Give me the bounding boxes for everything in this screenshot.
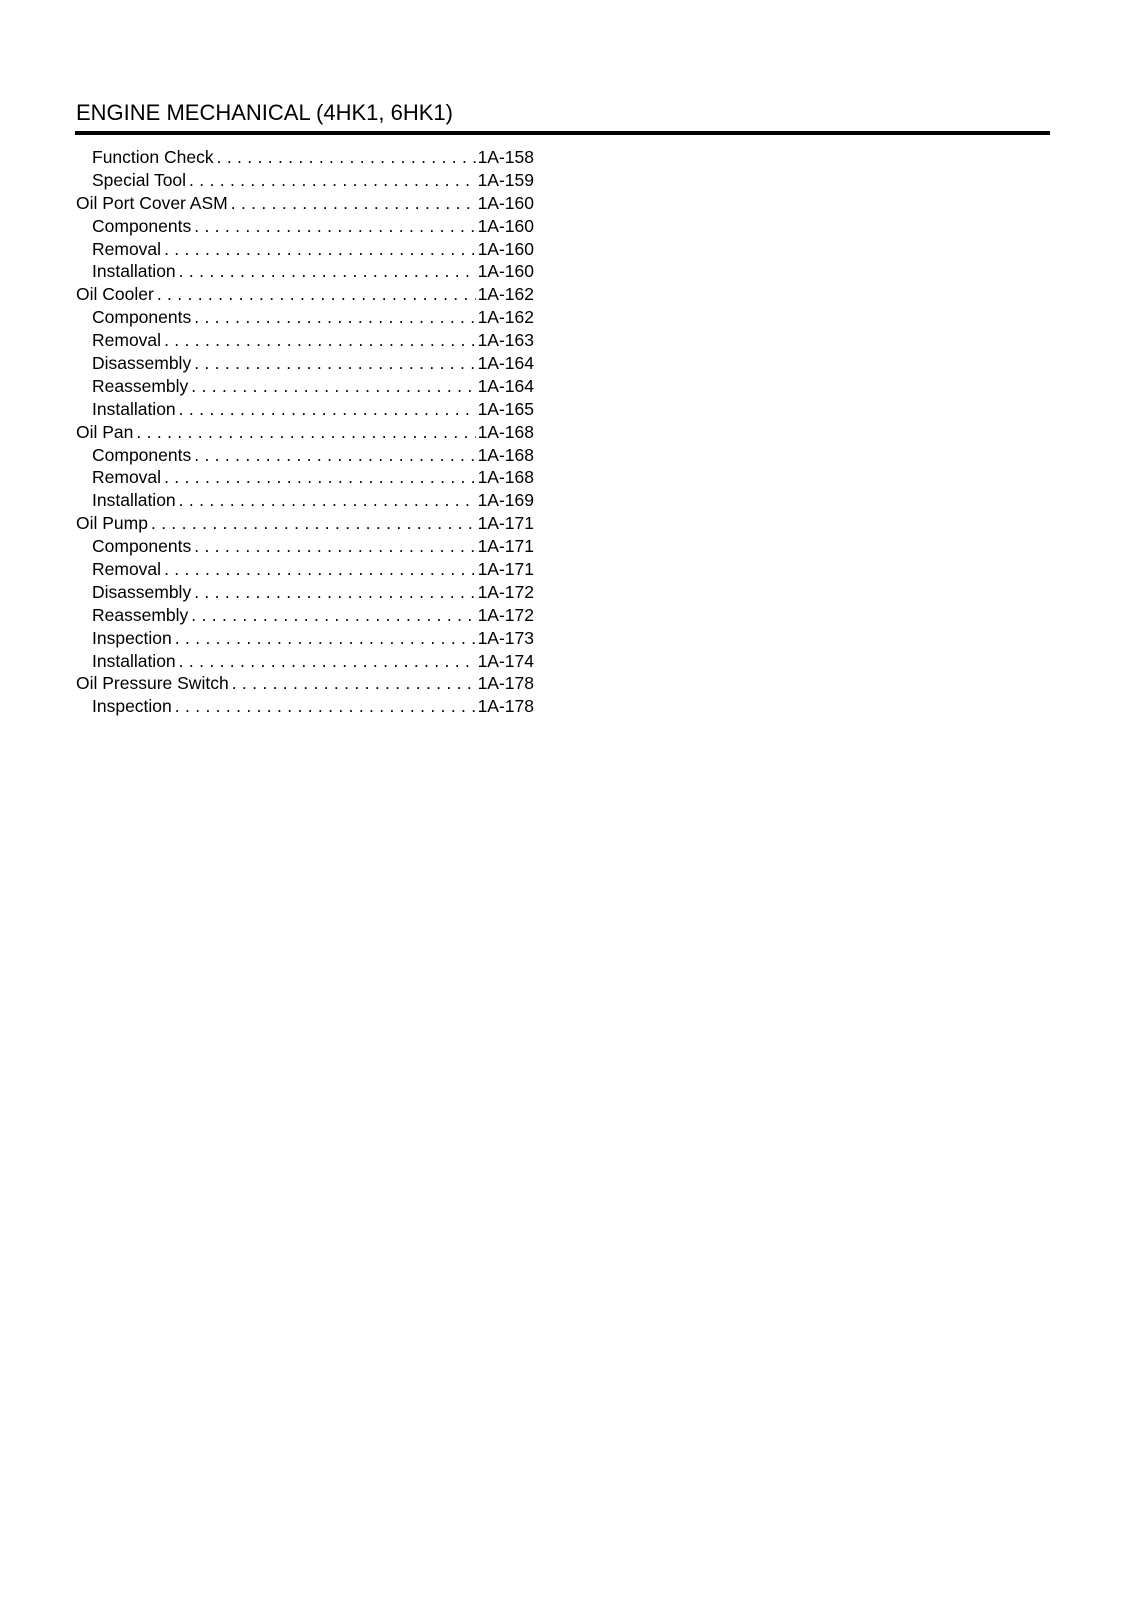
table-of-contents (76, 146, 534, 718)
toc-entry-label: Disassembly (92, 353, 192, 374)
dot-leader (157, 283, 476, 306)
toc-entry-page: 1A-159 (477, 169, 534, 190)
toc-entry[interactable] (76, 558, 534, 581)
toc-entry-page: 1A-169 (477, 490, 534, 511)
toc-entry[interactable] (76, 581, 534, 604)
dot-leader (191, 375, 475, 398)
toc-entry[interactable] (76, 192, 534, 215)
toc-entry-page: 1A-160 (477, 215, 534, 236)
toc-entry-page: 1A-174 (477, 650, 534, 671)
dot-leader (175, 695, 476, 718)
toc-entry-page: 1A-168 (477, 444, 534, 465)
toc-entry[interactable] (76, 238, 534, 261)
toc-entry[interactable] (76, 466, 534, 489)
dot-leader (189, 169, 476, 192)
toc-entry-label: Components (92, 307, 192, 328)
toc-entry[interactable] (76, 283, 534, 306)
toc-entry[interactable] (76, 421, 534, 444)
dot-leader (164, 558, 476, 581)
dot-leader (232, 672, 476, 695)
toc-entry[interactable] (76, 215, 534, 238)
toc-entry-page: 1A-165 (477, 398, 534, 419)
toc-entry-page: 1A-162 (477, 307, 534, 328)
toc-entry[interactable] (76, 535, 534, 558)
toc-entry[interactable] (76, 352, 534, 375)
toc-entry-label: Removal (92, 467, 162, 488)
toc-entry-page: 1A-172 (477, 581, 534, 602)
toc-entry-label: Disassembly (92, 581, 192, 602)
toc-entry[interactable] (76, 375, 534, 398)
dot-leader (151, 512, 476, 535)
dot-leader (179, 260, 476, 283)
toc-entry-label: Installation (92, 490, 176, 511)
toc-entry[interactable] (76, 512, 534, 535)
toc-entry[interactable] (76, 672, 534, 695)
toc-entry-label: Oil Pump (76, 513, 148, 534)
dot-leader (191, 604, 475, 627)
dot-leader (164, 466, 476, 489)
toc-entry-page: 1A-171 (477, 559, 534, 580)
toc-entry[interactable] (76, 146, 534, 169)
toc-entry-label: Components (92, 444, 192, 465)
toc-entry-page: 1A-164 (477, 375, 534, 396)
toc-entry-label: Components (92, 215, 192, 236)
toc-entry[interactable] (76, 650, 534, 673)
toc-entry[interactable] (76, 169, 534, 192)
dot-leader (179, 650, 476, 673)
toc-entry-label: Components (92, 536, 192, 557)
toc-entry-page: 1A-158 (477, 147, 534, 167)
toc-entry-page: 1A-178 (477, 696, 534, 717)
toc-entry-page: 1A-160 (477, 192, 534, 213)
toc-entry[interactable] (76, 489, 534, 512)
dot-leader (194, 215, 475, 238)
toc-entry-label: Oil Port Cover ASM (76, 192, 228, 213)
dot-leader (179, 398, 476, 421)
toc-entry[interactable] (76, 627, 534, 650)
toc-entry-label: Reassembly (92, 375, 189, 396)
dot-leader (194, 352, 475, 375)
toc-entry-page: 1A-168 (477, 421, 534, 442)
toc-entry[interactable] (76, 260, 534, 283)
dot-leader (164, 329, 476, 352)
toc-entry-page: 1A-164 (477, 353, 534, 374)
toc-entry-label: Oil Pressure Switch (76, 673, 229, 694)
toc-entry[interactable] (76, 604, 534, 627)
toc-entry-label: Inspection (92, 696, 172, 717)
toc-entry-label: Function Check (92, 147, 214, 167)
dot-leader (231, 192, 476, 215)
dot-leader (179, 489, 476, 512)
dot-leader (164, 238, 476, 261)
toc-entry-label: Removal (92, 330, 162, 351)
toc-entry-page: 1A-160 (477, 261, 534, 282)
toc-entry[interactable] (76, 398, 534, 421)
toc-entry-label: Oil Cooler (76, 284, 154, 305)
toc-entry-page: 1A-173 (477, 627, 534, 648)
toc-entry[interactable] (76, 444, 534, 467)
toc-entry-label: Removal (92, 238, 162, 259)
toc-entry-label: Installation (92, 398, 176, 419)
dot-leader (136, 421, 475, 444)
dot-leader (194, 306, 475, 329)
toc-entry-label: Special Tool (92, 169, 187, 190)
toc-entry-page: 1A-160 (477, 238, 534, 259)
toc-entry-page: 1A-163 (477, 330, 534, 351)
toc-entry-page: 1A-162 (477, 284, 534, 305)
toc-entry-page: 1A-178 (477, 673, 534, 694)
toc-entry-page: 1A-172 (477, 604, 534, 625)
dot-leader (175, 627, 476, 650)
toc-entry-label: Oil Pan (76, 421, 134, 442)
toc-entry-label: Reassembly (92, 604, 189, 625)
dot-leader (194, 444, 475, 467)
toc-entry-page: 1A-171 (477, 536, 534, 557)
toc-entry[interactable] (76, 695, 534, 718)
toc-entry-page: 1A-168 (477, 467, 534, 488)
toc-entry-page: 1A-171 (477, 513, 534, 534)
toc-entry[interactable] (76, 306, 534, 329)
page-title: ENGINE MECHANICAL (4HK1, 6HK1) (76, 100, 453, 125)
toc-entry-label: Installation (92, 650, 176, 671)
toc-entry-label: Removal (92, 559, 162, 580)
dot-leader (217, 146, 476, 169)
dot-leader (194, 581, 475, 604)
dot-leader (194, 535, 475, 558)
header-rule (75, 131, 1050, 135)
toc-entry-label: Installation (92, 261, 176, 282)
toc-entry-label: Inspection (92, 627, 172, 648)
toc-entry[interactable] (76, 329, 534, 352)
